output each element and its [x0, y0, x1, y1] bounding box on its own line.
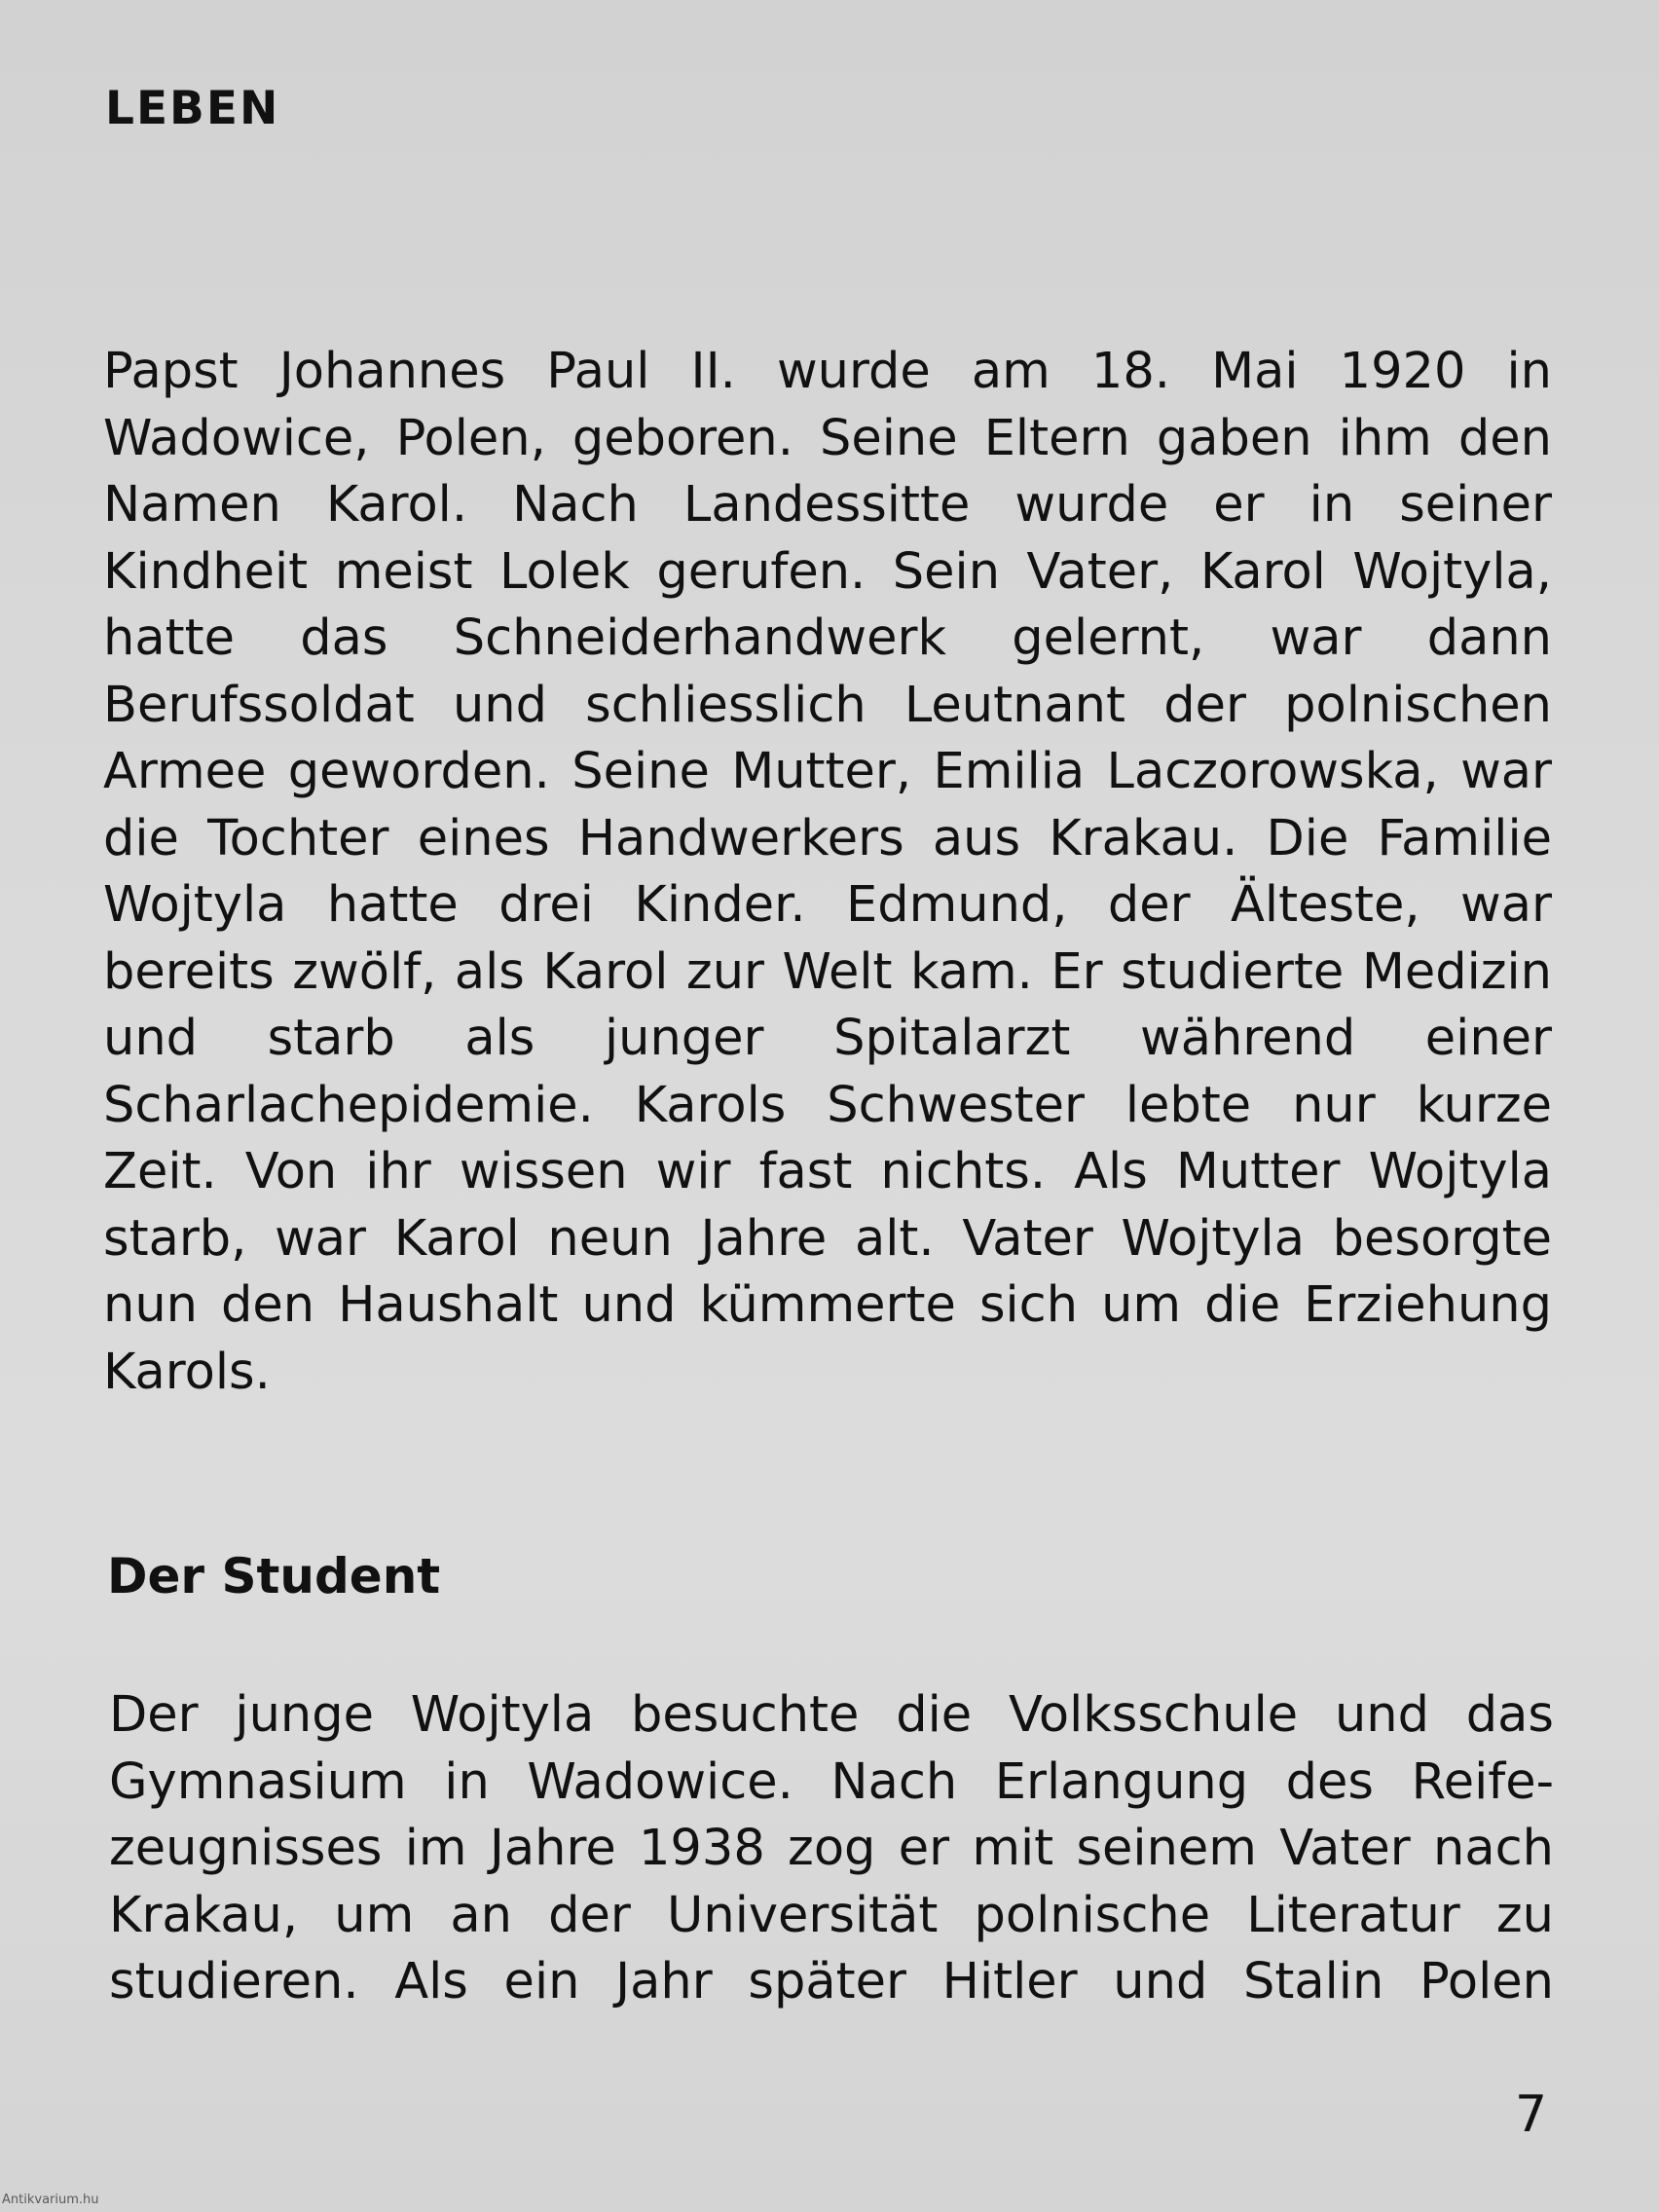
chapter-heading: LEBEN [105, 82, 280, 135]
paragraph-student: Der junge Wojtyla besuchte die Volksschule und das Gymnasium in Wadowice. Nach Erlangung des Reifezeugnisses im Jahre 1938 zog er mit seinem Vater nach Krakau, um an der Universität polnische Literatur zu studieren. Als ein Jahr später Hitler und Stalin Polen [109, 1686, 1554, 2010]
page-number: 7 [1515, 2085, 1548, 2144]
section-heading: Der Student [107, 1548, 441, 1604]
paragraph-life: Papst Johannes Paul II. wurde am 18. Mai 1920 in Wadowice, Polen, geboren. Seine Eltern gaben ihm den Namen Karol. Nach Landessitte wurde er in seiner Kindheit meist Lolek gerufen. Sein Vater, Karol Wojtyla, hatte das Schneiderhandwerk gelernt, war dann Berufssoldat und schliesslich Leutnant der polnischen Armee geworden. Seine Mutter, Emilia Laczorowska, war die Tochter eines Handwerkers aus Krakau. Die Familie Wojtyla hatte drei Kinder. Edmund, der Älteste, war bereits zwölf, als Karol zur Welt kam. Er studierte Medizin und starb als junger Spitalarzt während einer Scharlachepidemie. Karols Schwester lebte nur kurze Zeit. Von ihr wissen wir fast nichts. Als Mutter Wojtyla starb, war Karol neun Jahre alt. Vater Wojtyla besorgte nun den Haushalt und kümmerte sich um die Erziehung Karols. [103, 343, 1552, 1401]
watermark: Antikvarium.hu [2, 2193, 99, 2207]
